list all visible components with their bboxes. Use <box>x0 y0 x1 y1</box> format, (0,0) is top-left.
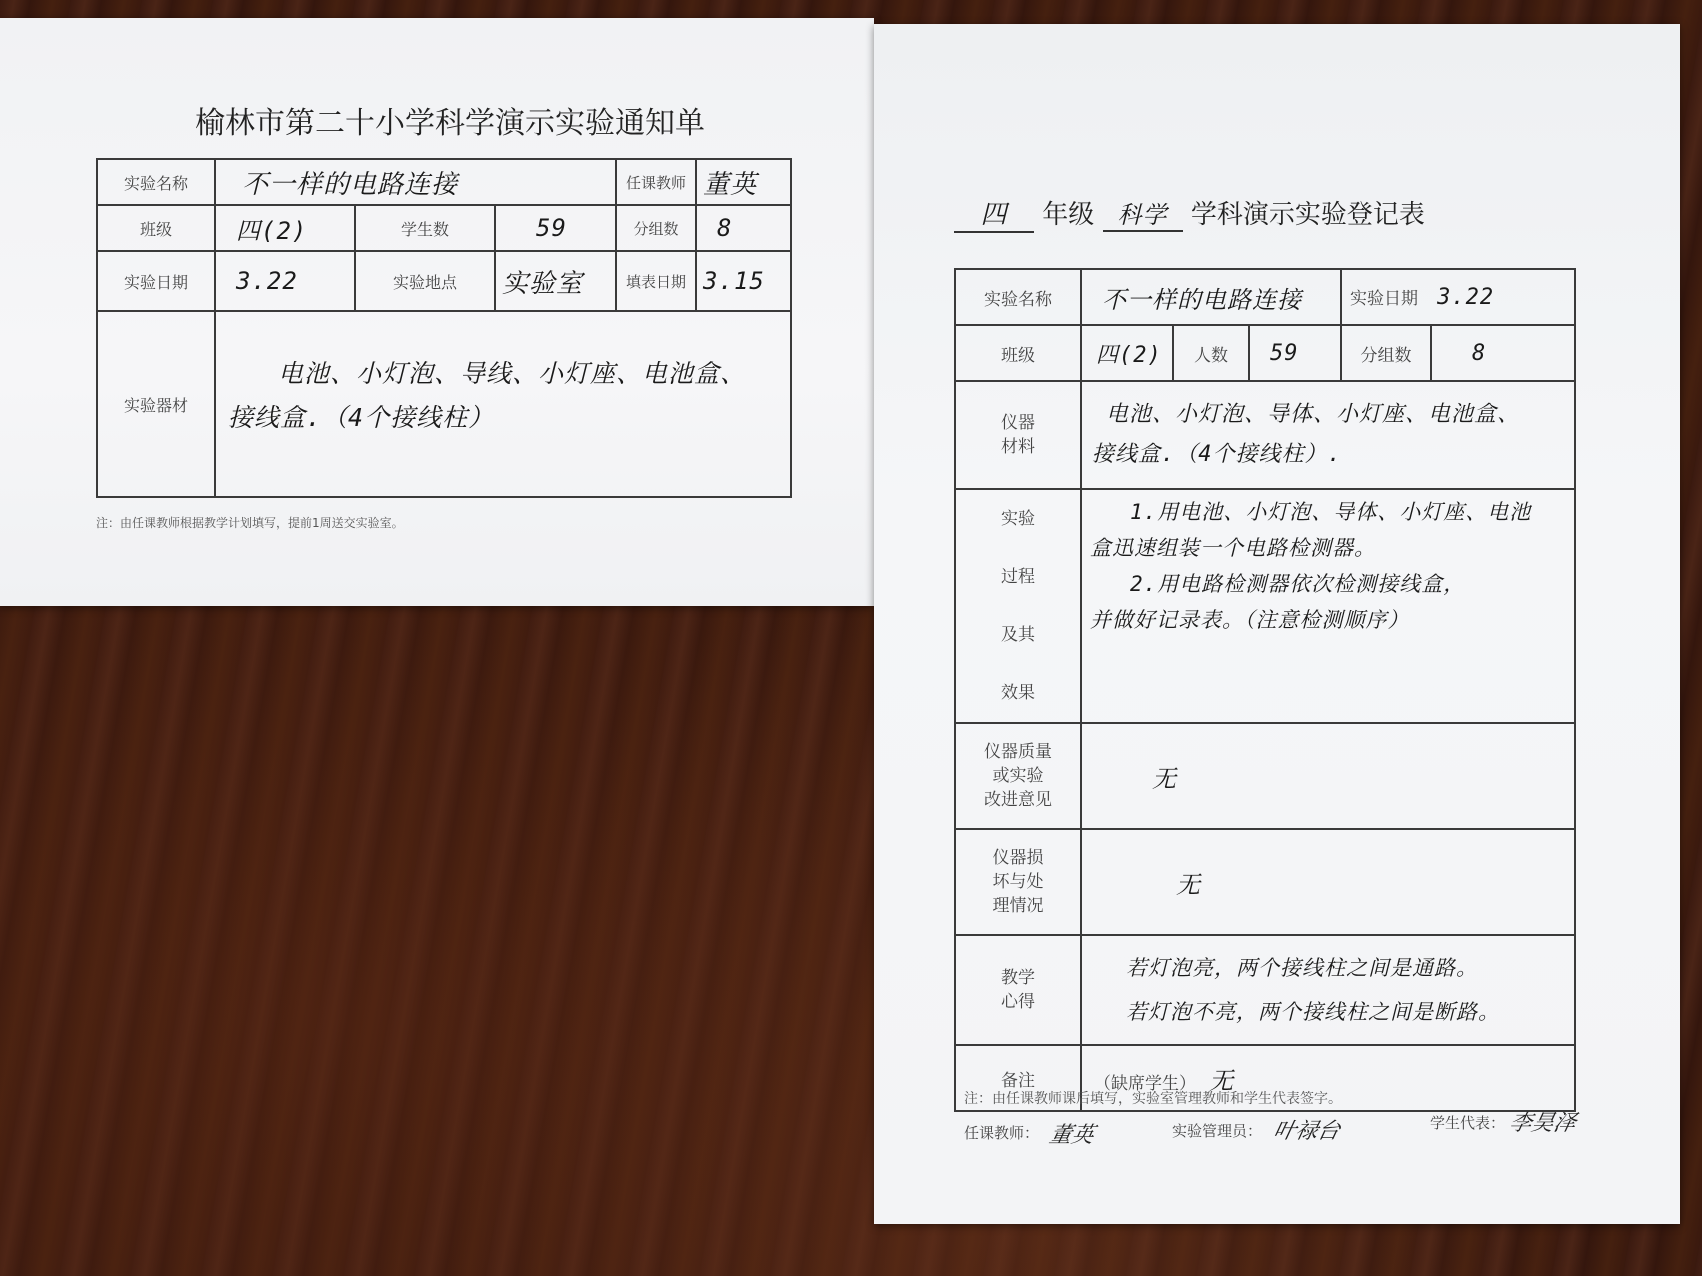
notice-location <box>495 251 616 311</box>
notice-materials-line2: 接线盒.（4个接线柱） <box>228 403 495 432</box>
record-reflection-label <box>955 935 1081 1045</box>
notice-materials <box>215 311 791 497</box>
notice-date-value: 3.22 <box>236 267 298 295</box>
notice-teacher <box>696 159 791 205</box>
record-groups <box>1431 325 1575 381</box>
record-process-label-4: 效果 <box>1001 683 1035 703</box>
record-process <box>1081 489 1575 723</box>
record-process-label-1: 实验 <box>1001 509 1035 529</box>
record-process-line2: 盒迅速组装一个电路检测器。 <box>1090 536 1376 560</box>
record-damage-label-2: 坏与处 <box>992 872 1044 892</box>
record-materials-line1: 电池、小灯泡、导体、小灯座、电池盒、 <box>1106 402 1521 427</box>
record-process-label-2: 过程 <box>1001 567 1035 587</box>
notice-fill-date-value: 3.15 <box>703 267 765 295</box>
record-date-value: 3.22 <box>1437 285 1495 310</box>
record-date <box>1341 269 1575 325</box>
notice-experiment-name-label: 实验名称 <box>97 159 215 205</box>
teacher-signature: 董英 <box>1046 1123 1097 1148</box>
record-quality-label <box>955 723 1081 829</box>
record-materials <box>1081 381 1575 489</box>
record-quality-label-1: 仪器质量 <box>984 742 1052 762</box>
notice-groups <box>696 205 791 251</box>
notice-students-value: 59 <box>536 214 567 242</box>
record-people <box>1249 325 1341 381</box>
record-damage <box>1081 829 1575 935</box>
record-title-rest: 学科演示实验登记表 <box>1190 200 1425 230</box>
record-reflection <box>1081 935 1575 1045</box>
record-class <box>1081 325 1173 381</box>
record-damage-label-3: 理情况 <box>992 896 1044 916</box>
record-absent-value: 无 <box>1209 1066 1235 1095</box>
record-title-grade: 四 <box>954 194 1034 233</box>
record-sheet <box>874 24 1680 1224</box>
record-materials-label-1: 仪器 <box>1001 413 1035 433</box>
notice-class <box>215 205 355 251</box>
record-footnote: 注：由任课教师课后填写，实验室管理教师和学生代表签字。 <box>964 1091 1342 1107</box>
notice-class-label: 班级 <box>97 205 215 251</box>
record-people-value: 59 <box>1270 340 1299 366</box>
student-rep-signature: 李昊泽 <box>1506 1111 1579 1136</box>
notice-experiment-name-value: 不一样的电路连接 <box>242 169 459 200</box>
record-damage-label <box>955 829 1081 935</box>
record-damage-value: 无 <box>1176 870 1201 899</box>
notice-date <box>215 251 355 311</box>
record-reflection-line2: 若灯泡不亮，两个接线柱之间是断路。 <box>1126 1000 1500 1024</box>
notice-title: 榆林市第二十小学科学演示实验通知单 <box>195 106 705 141</box>
record-people-label: 人数 <box>1173 325 1249 381</box>
lab-admin-signature: 叶禄台 <box>1270 1119 1343 1144</box>
record-reflection-label-1: 教学 <box>1001 968 1035 988</box>
record-reflection-line1: 若灯泡亮，两个接线柱之间是通路。 <box>1126 956 1478 980</box>
record-date-label: 实验日期 <box>1350 289 1418 309</box>
notice-footnote: 注：由任课教师根据教学计划填写，提前1周送交实验室。 <box>96 516 404 530</box>
record-table <box>954 268 1576 1112</box>
record-title <box>954 194 1594 233</box>
notice-students <box>495 205 616 251</box>
lab-admin-signature-label: 实验管理员： <box>1172 1122 1263 1140</box>
record-quality <box>1081 723 1575 829</box>
record-quality-value: 无 <box>1152 764 1177 793</box>
record-absent-label: （缺席学生） <box>1094 1073 1196 1094</box>
record-experiment-name-value: 不一样的电路连接 <box>1102 285 1302 314</box>
record-quality-label-3: 改进意见 <box>984 790 1052 810</box>
record-experiment-name-label: 实验名称 <box>955 269 1081 325</box>
record-class-value: 四(2) <box>1096 342 1162 368</box>
notice-groups-value: 8 <box>717 214 733 242</box>
notice-sheet <box>0 18 874 606</box>
notice-experiment-name <box>215 159 616 205</box>
notice-fill-date-label: 填表日期 <box>616 251 696 311</box>
record-process-line4: 并做好记录表。（注意检测顺序） <box>1090 608 1410 632</box>
record-reflection-label-2: 心得 <box>1001 992 1035 1012</box>
record-groups-value: 8 <box>1472 340 1487 366</box>
notice-materials-label: 实验器材 <box>97 311 215 497</box>
record-materials-label <box>955 381 1081 489</box>
notice-groups-label: 分组数 <box>616 205 696 251</box>
record-experiment-name <box>1081 269 1341 325</box>
notice-class-value: 四(2) <box>236 216 308 245</box>
record-damage-label-1: 仪器损 <box>992 848 1044 868</box>
record-groups-label: 分组数 <box>1341 325 1431 381</box>
record-class-label: 班级 <box>955 325 1081 381</box>
teacher-signature-label: 任课教师： <box>964 1124 1040 1142</box>
record-title-subject: 科学 <box>1103 195 1183 232</box>
record-quality-label-2: 或实验 <box>992 766 1044 786</box>
notice-location-value: 实验室 <box>502 268 584 299</box>
notice-students-label: 学生数 <box>355 205 495 251</box>
record-process-line1: 1.用电池、小灯泡、导体、小灯座、电池 <box>1130 500 1532 524</box>
notice-teacher-value: 董英 <box>703 169 758 200</box>
record-process-label <box>955 489 1081 723</box>
notice-teacher-label: 任课教师 <box>616 159 696 205</box>
notice-fill-date <box>696 251 791 311</box>
record-remark-label: 备注 <box>955 1045 1081 1111</box>
record-process-line3: 2.用电路检测器依次检测接线盒， <box>1130 572 1466 596</box>
student-rep-signature-label: 学生代表： <box>1430 1114 1506 1132</box>
notice-location-label: 实验地点 <box>355 251 495 311</box>
record-materials-label-2: 材料 <box>1001 437 1035 457</box>
notice-materials-line1: 电池、小灯泡、导线、小灯座、电池盒、 <box>278 359 747 388</box>
notice-table <box>96 158 792 498</box>
record-title-grade-suffix: 年级 <box>1042 200 1095 230</box>
record-materials-line2: 接线盒.（4个接线柱）. <box>1092 442 1342 467</box>
record-process-label-3: 及其 <box>1001 625 1035 645</box>
notice-date-label: 实验日期 <box>97 251 215 311</box>
